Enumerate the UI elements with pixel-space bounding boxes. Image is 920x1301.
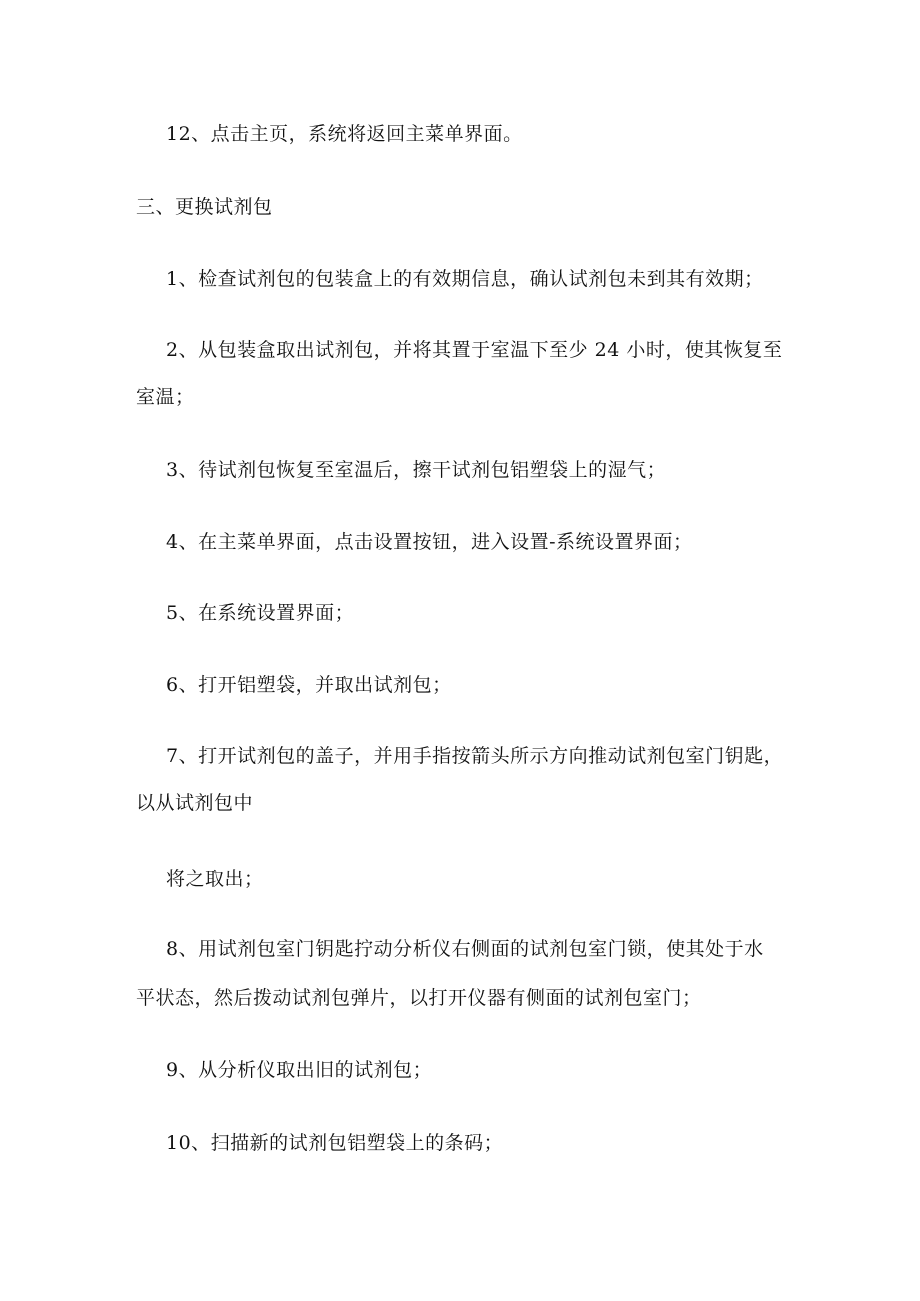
step-2-text: 2、从包装盒取出试剂包，并将其置于室温下至少 24 小时，使其恢复至 xyxy=(166,339,783,361)
step-7-text-continued: 以从试剂包中 xyxy=(136,792,254,814)
step-4-text: 4、在主菜单界面，点击设置按钮，进入设置-系统设置界面； xyxy=(166,531,693,553)
step-8-text: 8、用试剂包室门钥匙拧动分析仪右侧面的试剂包室门锁，使其处于水 xyxy=(166,938,764,960)
section-heading: 三、更换试剂包 xyxy=(136,196,273,218)
step-10-text: 10、扫描新的试剂包铝塑袋上的条码； xyxy=(166,1132,504,1154)
step-2-text-continued: 室温； xyxy=(136,386,195,408)
step-3-text: 3、待试剂包恢复至室温后，擦干试剂包铝塑袋上的湿气； xyxy=(166,459,667,481)
step-7-text: 7、打开试剂包的盖子，并用手指按箭头所示方向推动试剂包室门钥匙， xyxy=(166,745,784,767)
step-9-text: 9、从分析仪取出旧的试剂包； xyxy=(166,1059,433,1081)
step-12-text: 12、点击主页，系统将返回主菜单界面。 xyxy=(166,123,523,145)
step-5-text: 5、在系统设置界面； xyxy=(166,602,355,624)
step-6-text: 6、打开铝塑袋，并取出试剂包； xyxy=(166,674,452,696)
step-8-text-continued: 平状态，然后拨动试剂包弹片，以打开仪器有侧面的试剂包室门； xyxy=(136,987,702,1009)
step-7-text-continued-2: 将之取出； xyxy=(166,868,264,890)
step-1-text: 1、检查试剂包的包装盒上的有效期信息，确认试剂包未到其有效期； xyxy=(166,268,764,290)
